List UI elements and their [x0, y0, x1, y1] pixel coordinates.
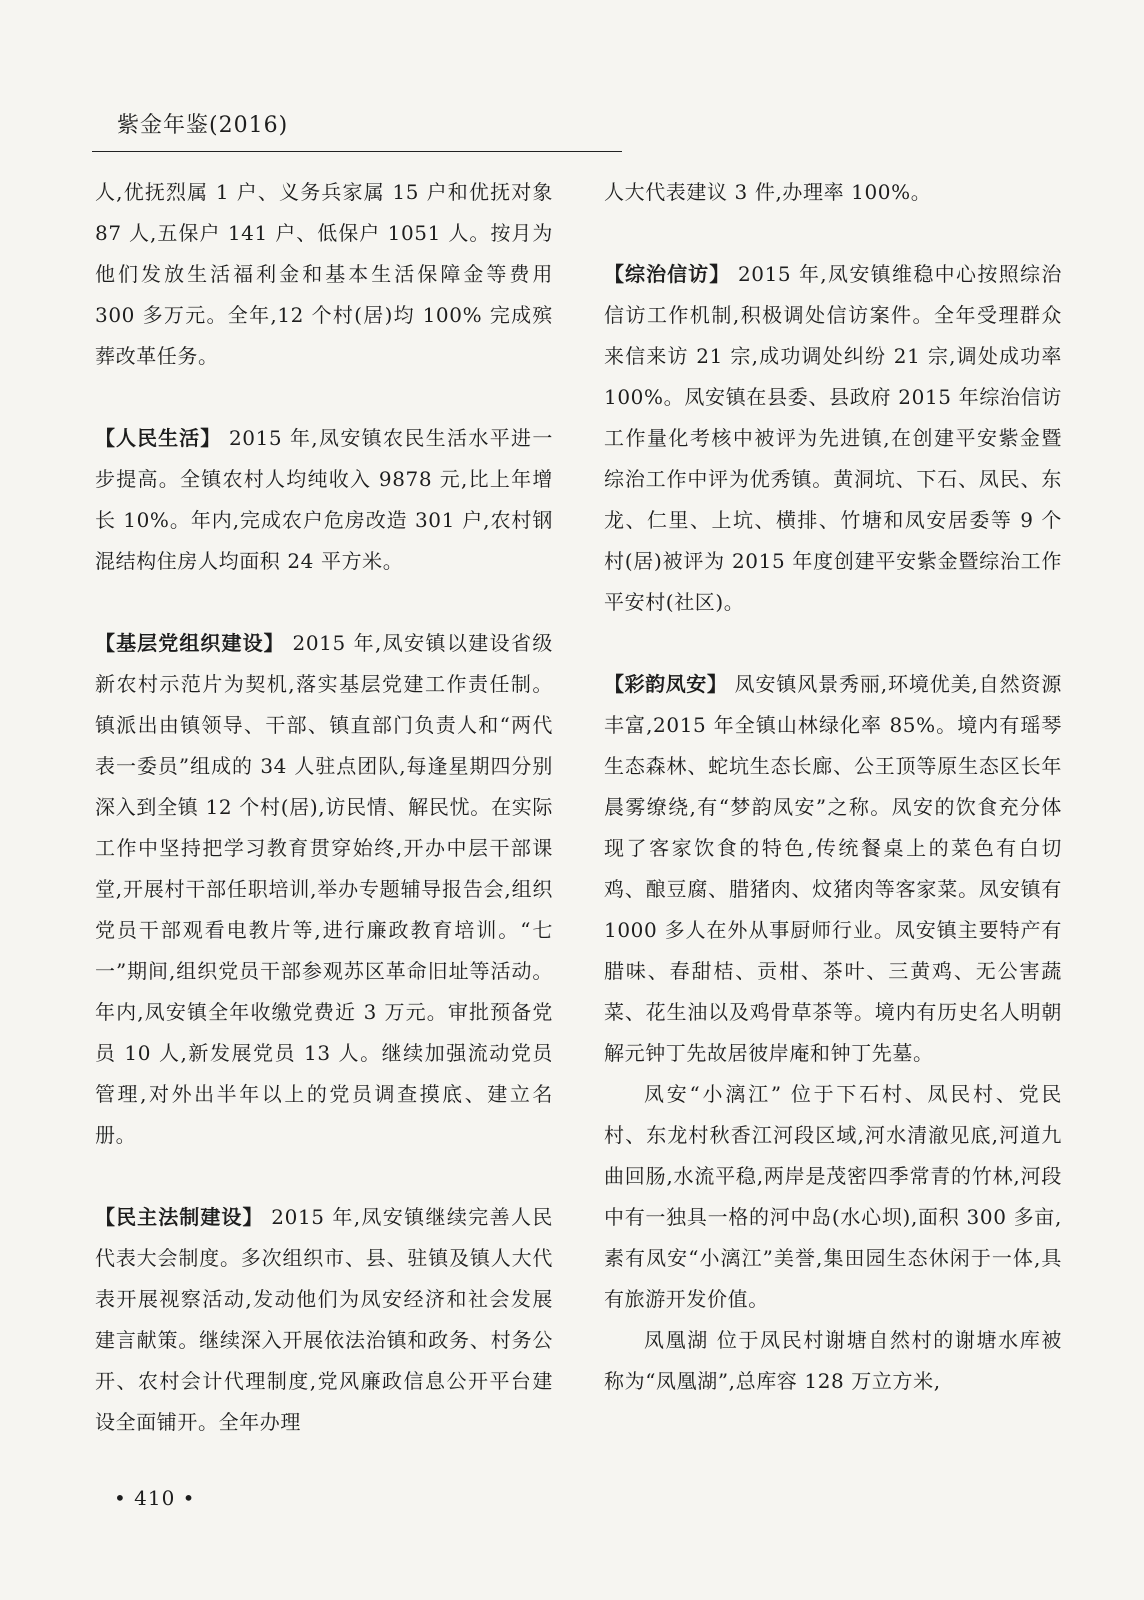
- left-column: [95, 172, 553, 1443]
- running-title: 紫金年鉴(2016): [117, 113, 289, 138]
- subsection-xiao-lijiang: [604, 1074, 1062, 1320]
- right-column: [604, 172, 1062, 1402]
- header-rule: [92, 151, 622, 152]
- section-renmin-shenghuo: [95, 418, 553, 582]
- section-body: 2015 年,凤安镇农民生活水平进一步提高。全镇农村人均纯收入 9878 元,比上年增长 10%。年内,完成农户危房改造 301 户,农村钢混结构住房人均面积 24 平方米。: [95, 426, 553, 573]
- subsection-body: 位于下石村、凤民村、党民村、东龙村秋香江河段区域,河水清澈见底,河道九曲回肠,水流平稳,两岸是茂密四季常青的竹林,河段中有一独具一格的河中岛(水心坝),面积 300 多亩,素有凤安“小漓江”美誉,集田园生态休闲于一体,具有旅游开发价值。: [604, 1082, 1062, 1311]
- section-zongzhi-xinfang: [604, 254, 1062, 623]
- continued-paragraph: 人,优抚烈属 1 户、义务兵家属 15 户和优抚对象 87 人,五保户 141 户、低保户 1051 人。按月为他们发放生活福利金和基本生活保障金等费用 300 多万元。全年,12 个村(居)均 100% 完成殡葬改革任务。: [95, 180, 553, 368]
- section-heading: 【综治信访】: [604, 262, 731, 286]
- section-body: 2015 年,凤安镇维稳中心按照综治信访工作机制,积极调处信访案件。全年受理群众来信来访 21 宗,成功调处纠纷 21 宗,调处成功率 100%。凤安镇在县委、县政府 2015 年综治信访工作量化考核中被评为先进镇,在创建平安紫金暨综治工作中评为优秀镇。黄洞坑、下石、凤民、东龙、仁里、上坑、横排、竹塘和凤安居委等 9 个村(居)被评为 2015 年度创建平安紫金暨综治工作平安村(社区)。: [604, 262, 1062, 614]
- page-number: • 410 •: [114, 1486, 196, 1510]
- subsection-fenghuang-hu: [604, 1320, 1062, 1402]
- section-caiyun-fengan: [604, 664, 1062, 1074]
- section-body: 2015 年,凤安镇以建设省级新农村示范片为契机,落实基层党建工作责任制。镇派出由镇领导、干部、镇直部门负责人和“两代表一委员”组成的 34 人驻点团队,每逢星期四分别深入到全镇 12 个村(居),访民情、解民忧。在实际工作中坚持把学习教育贯穿始终,开办中层干部课堂,开展村干部任职培训,举办专题辅导报告会,组织党员干部观看电教片等,进行廉政教育培训。“七一”期间,组织党员干部参观苏区革命旧址等活动。年内,凤安镇全年收缴党费近 3 万元。审批预备党员 10 人,新发展党员 13 人。继续加强流动党员管理,对外出半年以上的党员调查摸底、建立名册。: [95, 631, 553, 1147]
- section-heading: 【人民生活】: [95, 426, 222, 450]
- section-heading: 【彩韵凤安】: [604, 672, 728, 696]
- section-minzhu-fazhi: [95, 1197, 553, 1443]
- subsection-heading: 凤安“小漓江”: [644, 1082, 782, 1106]
- continued-paragraph: 人大代表建议 3 件,办理率 100%。: [604, 180, 932, 204]
- section-heading: 【民主法制建设】: [95, 1205, 264, 1229]
- section-body: 2015 年,凤安镇继续完善人民代表大会制度。多次组织市、县、驻镇及镇人大代表开展视察活动,发动他们为凤安经济和社会发展建言献策。继续深入开展依法治镇和政务、村务公开、农村会计代理制度,党风廉政信息公开平台建设全面铺开。全年办理: [95, 1205, 554, 1434]
- subsection-heading: 凤凰湖: [644, 1328, 709, 1352]
- section-jiceng-dangzuzhi: [95, 623, 553, 1156]
- subsection-body: 位于凤民村谢塘自然村的谢塘水库被称为“凤凰湖”,总库容 128 万立方米,: [604, 1328, 1062, 1393]
- section-body: 凤安镇风景秀丽,环境优美,自然资源丰富,2015 年全镇山林绿化率 85%。境内有瑶琴生态森林、蛇坑生态长廊、公王顶等原生态区长年晨雾缭绕,有“梦韵凤安”之称。凤安的饮食充分体现了客家饮食的特色,传统餐桌上的菜色有白切鸡、酿豆腐、腊猪肉、炆猪肉等客家菜。凤安镇有 1000 多人在外从事厨师行业。凤安镇主要特产有腊味、春甜桔、贡柑、茶叶、三黄鸡、无公害蔬菜、花生油以及鸡骨草茶等。境内有历史名人明朝解元钟丁先故居彼岸庵和钟丁先墓。: [604, 672, 1062, 1065]
- section-heading: 【基层党组织建设】: [95, 631, 285, 655]
